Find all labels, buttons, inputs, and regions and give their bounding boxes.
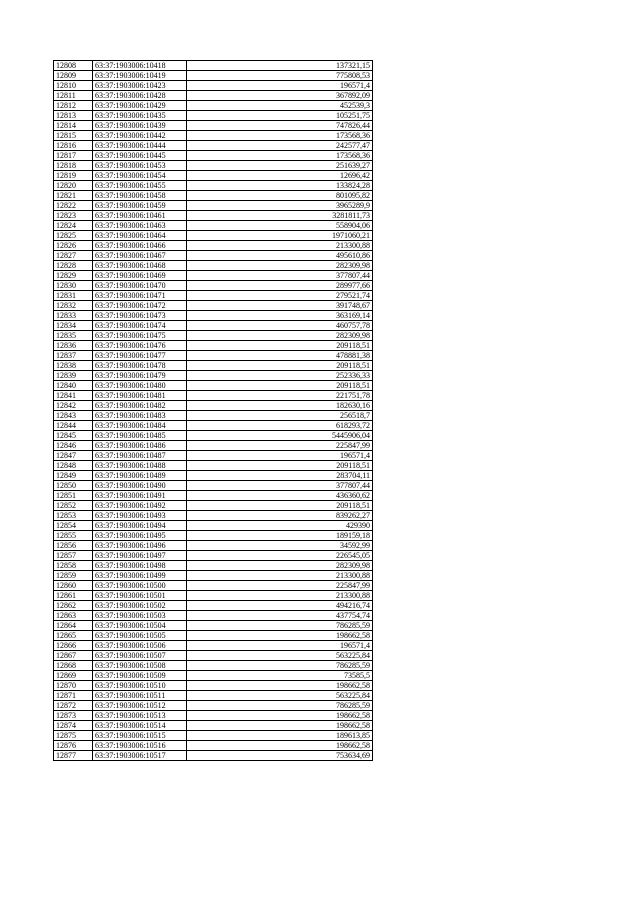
cadastral-number-cell: 63:37:1903006:10428 bbox=[93, 91, 187, 101]
row-number-cell: 12823 bbox=[54, 211, 93, 221]
row-number-cell: 12866 bbox=[54, 641, 93, 651]
value-cell: 618293,72 bbox=[187, 421, 373, 431]
row-number-cell: 12833 bbox=[54, 311, 93, 321]
cadastral-number-cell: 63:37:1903006:10469 bbox=[93, 271, 187, 281]
table-row bbox=[54, 271, 373, 281]
value-cell: 182630,16 bbox=[187, 401, 373, 411]
row-number-cell: 12817 bbox=[54, 151, 93, 161]
table-row bbox=[54, 391, 373, 401]
row-number-cell: 12854 bbox=[54, 521, 93, 531]
row-number-cell: 12875 bbox=[54, 731, 93, 741]
cadastral-number-cell: 63:37:1903006:10494 bbox=[93, 521, 187, 531]
value-cell: 209118,51 bbox=[187, 461, 373, 471]
value-cell: 563225,84 bbox=[187, 691, 373, 701]
cadastral-number-cell: 63:37:1903006:10444 bbox=[93, 141, 187, 151]
cadastral-number-cell: 63:37:1903006:10477 bbox=[93, 351, 187, 361]
row-number-cell: 12828 bbox=[54, 261, 93, 271]
row-number-cell: 12857 bbox=[54, 551, 93, 561]
row-number-cell: 12830 bbox=[54, 281, 93, 291]
row-number-cell: 12865 bbox=[54, 631, 93, 641]
cadastral-number-cell: 63:37:1903006:10511 bbox=[93, 691, 187, 701]
table-row bbox=[54, 471, 373, 481]
cadastral-number-cell: 63:37:1903006:10487 bbox=[93, 451, 187, 461]
table-row bbox=[54, 381, 373, 391]
cadastral-number-cell: 63:37:1903006:10491 bbox=[93, 491, 187, 501]
value-cell: 452539,3 bbox=[187, 101, 373, 111]
value-cell: 213300,88 bbox=[187, 571, 373, 581]
value-cell: 137321,15 bbox=[187, 61, 373, 71]
cadastral-number-cell: 63:37:1903006:10429 bbox=[93, 101, 187, 111]
cadastral-number-cell: 63:37:1903006:10495 bbox=[93, 531, 187, 541]
cadastral-number-cell: 63:37:1903006:10485 bbox=[93, 431, 187, 441]
cadastral-number-cell: 63:37:1903006:10464 bbox=[93, 231, 187, 241]
table-row bbox=[54, 741, 373, 751]
row-number-cell: 12861 bbox=[54, 591, 93, 601]
value-cell: 839262,27 bbox=[187, 511, 373, 521]
cadastral-number-cell: 63:37:1903006:10478 bbox=[93, 361, 187, 371]
row-number-cell: 12818 bbox=[54, 161, 93, 171]
table-row bbox=[54, 501, 373, 511]
row-number-cell: 12831 bbox=[54, 291, 93, 301]
table-row bbox=[54, 371, 373, 381]
cadastral-number-cell: 63:37:1903006:10481 bbox=[93, 391, 187, 401]
row-number-cell: 12868 bbox=[54, 661, 93, 671]
row-number-cell: 12829 bbox=[54, 271, 93, 281]
cadastral-number-cell: 63:37:1903006:10439 bbox=[93, 121, 187, 131]
table-row bbox=[54, 461, 373, 471]
table-row bbox=[54, 491, 373, 501]
value-cell: 105251,75 bbox=[187, 111, 373, 121]
row-number-cell: 12838 bbox=[54, 361, 93, 371]
value-cell: 198662,58 bbox=[187, 631, 373, 641]
value-cell: 242577,47 bbox=[187, 141, 373, 151]
row-number-cell: 12859 bbox=[54, 571, 93, 581]
row-number-cell: 12849 bbox=[54, 471, 93, 481]
table-row bbox=[54, 431, 373, 441]
table-row bbox=[54, 331, 373, 341]
row-number-cell: 12815 bbox=[54, 131, 93, 141]
value-cell: 3965289,9 bbox=[187, 201, 373, 211]
value-cell: 225847,99 bbox=[187, 581, 373, 591]
value-cell: 173568,36 bbox=[187, 151, 373, 161]
value-cell: 563225,84 bbox=[187, 651, 373, 661]
table-row bbox=[54, 411, 373, 421]
row-number-cell: 12870 bbox=[54, 681, 93, 691]
table-row bbox=[54, 71, 373, 81]
value-cell: 747826,44 bbox=[187, 121, 373, 131]
row-number-cell: 12841 bbox=[54, 391, 93, 401]
table-row bbox=[54, 551, 373, 561]
cadastral-value-table bbox=[53, 60, 373, 761]
row-number-cell: 12844 bbox=[54, 421, 93, 431]
table-row bbox=[54, 111, 373, 121]
table-row bbox=[54, 521, 373, 531]
cadastral-number-cell: 63:37:1903006:10423 bbox=[93, 81, 187, 91]
table-row bbox=[54, 611, 373, 621]
row-number-cell: 12808 bbox=[54, 61, 93, 71]
cadastral-number-cell: 63:37:1903006:10509 bbox=[93, 671, 187, 681]
value-cell: 429390 bbox=[187, 521, 373, 531]
row-number-cell: 12840 bbox=[54, 381, 93, 391]
row-number-cell: 12858 bbox=[54, 561, 93, 571]
row-number-cell: 12825 bbox=[54, 231, 93, 241]
cadastral-number-cell: 63:37:1903006:10514 bbox=[93, 721, 187, 731]
row-number-cell: 12816 bbox=[54, 141, 93, 151]
table-row bbox=[54, 61, 373, 71]
cadastral-number-cell: 63:37:1903006:10473 bbox=[93, 311, 187, 321]
row-number-cell: 12824 bbox=[54, 221, 93, 231]
row-number-cell: 12842 bbox=[54, 401, 93, 411]
table-row bbox=[54, 511, 373, 521]
row-number-cell: 12872 bbox=[54, 701, 93, 711]
row-number-cell: 12834 bbox=[54, 321, 93, 331]
row-number-cell: 12876 bbox=[54, 741, 93, 751]
cadastral-number-cell: 63:37:1903006:10502 bbox=[93, 601, 187, 611]
cadastral-number-cell: 63:37:1903006:10475 bbox=[93, 331, 187, 341]
table-row bbox=[54, 641, 373, 651]
table-row bbox=[54, 451, 373, 461]
cadastral-number-cell: 63:37:1903006:10476 bbox=[93, 341, 187, 351]
table-row bbox=[54, 201, 373, 211]
row-number-cell: 12810 bbox=[54, 81, 93, 91]
value-cell: 495610,86 bbox=[187, 251, 373, 261]
row-number-cell: 12812 bbox=[54, 101, 93, 111]
cadastral-number-cell: 63:37:1903006:10517 bbox=[93, 751, 187, 761]
value-cell: 437754,74 bbox=[187, 611, 373, 621]
value-cell: 282309,98 bbox=[187, 261, 373, 271]
cadastral-number-cell: 63:37:1903006:10442 bbox=[93, 131, 187, 141]
cadastral-number-cell: 63:37:1903006:10510 bbox=[93, 681, 187, 691]
table-row bbox=[54, 691, 373, 701]
cadastral-number-cell: 63:37:1903006:10455 bbox=[93, 181, 187, 191]
row-number-cell: 12847 bbox=[54, 451, 93, 461]
table-row bbox=[54, 251, 373, 261]
value-cell: 209118,51 bbox=[187, 341, 373, 351]
table-row bbox=[54, 631, 373, 641]
value-cell: 367892,09 bbox=[187, 91, 373, 101]
cadastral-number-cell: 63:37:1903006:10492 bbox=[93, 501, 187, 511]
row-number-cell: 12873 bbox=[54, 711, 93, 721]
row-number-cell: 12846 bbox=[54, 441, 93, 451]
cadastral-number-cell: 63:37:1903006:10501 bbox=[93, 591, 187, 601]
value-cell: 73585,5 bbox=[187, 671, 373, 681]
value-cell: 391748,67 bbox=[187, 301, 373, 311]
row-number-cell: 12845 bbox=[54, 431, 93, 441]
cadastral-number-cell: 63:37:1903006:10461 bbox=[93, 211, 187, 221]
cadastral-number-cell: 63:37:1903006:10503 bbox=[93, 611, 187, 621]
table-row bbox=[54, 581, 373, 591]
cadastral-number-cell: 63:37:1903006:10459 bbox=[93, 201, 187, 211]
table-row bbox=[54, 351, 373, 361]
value-cell: 198662,58 bbox=[187, 721, 373, 731]
value-cell: 251639,27 bbox=[187, 161, 373, 171]
cadastral-number-cell: 63:37:1903006:10516 bbox=[93, 741, 187, 751]
row-number-cell: 12874 bbox=[54, 721, 93, 731]
cadastral-number-cell: 63:37:1903006:10504 bbox=[93, 621, 187, 631]
table-row bbox=[54, 531, 373, 541]
table-row bbox=[54, 441, 373, 451]
value-cell: 494216,74 bbox=[187, 601, 373, 611]
cadastral-number-cell: 63:37:1903006:10489 bbox=[93, 471, 187, 481]
row-number-cell: 12811 bbox=[54, 91, 93, 101]
value-cell: 786285,59 bbox=[187, 621, 373, 631]
value-cell: 12696,42 bbox=[187, 171, 373, 181]
cadastral-number-cell: 63:37:1903006:10458 bbox=[93, 191, 187, 201]
row-number-cell: 12863 bbox=[54, 611, 93, 621]
value-cell: 786285,59 bbox=[187, 701, 373, 711]
cadastral-number-cell: 63:37:1903006:10453 bbox=[93, 161, 187, 171]
value-cell: 189159,18 bbox=[187, 531, 373, 541]
row-number-cell: 12855 bbox=[54, 531, 93, 541]
value-cell: 256518,7 bbox=[187, 411, 373, 421]
value-cell: 5445906,04 bbox=[187, 431, 373, 441]
row-number-cell: 12814 bbox=[54, 121, 93, 131]
cadastral-number-cell: 63:37:1903006:10513 bbox=[93, 711, 187, 721]
table-row bbox=[54, 161, 373, 171]
cadastral-number-cell: 63:37:1903006:10515 bbox=[93, 731, 187, 741]
table-row bbox=[54, 211, 373, 221]
value-cell: 282309,98 bbox=[187, 331, 373, 341]
cadastral-number-cell: 63:37:1903006:10484 bbox=[93, 421, 187, 431]
table-row bbox=[54, 321, 373, 331]
value-cell: 198662,58 bbox=[187, 681, 373, 691]
table-row bbox=[54, 661, 373, 671]
value-cell: 221751,78 bbox=[187, 391, 373, 401]
cadastral-number-cell: 63:37:1903006:10419 bbox=[93, 71, 187, 81]
cadastral-number-cell: 63:37:1903006:10445 bbox=[93, 151, 187, 161]
cadastral-number-cell: 63:37:1903006:10470 bbox=[93, 281, 187, 291]
row-number-cell: 12864 bbox=[54, 621, 93, 631]
cadastral-number-cell: 63:37:1903006:10486 bbox=[93, 441, 187, 451]
value-cell: 460757,78 bbox=[187, 321, 373, 331]
table-row bbox=[54, 301, 373, 311]
table-row bbox=[54, 681, 373, 691]
row-number-cell: 12820 bbox=[54, 181, 93, 191]
cadastral-number-cell: 63:37:1903006:10479 bbox=[93, 371, 187, 381]
row-number-cell: 12869 bbox=[54, 671, 93, 681]
value-cell: 225847,99 bbox=[187, 441, 373, 451]
value-cell: 209118,51 bbox=[187, 501, 373, 511]
cadastral-number-cell: 63:37:1903006:10499 bbox=[93, 571, 187, 581]
value-cell: 3281811,73 bbox=[187, 211, 373, 221]
table-row bbox=[54, 261, 373, 271]
cadastral-number-cell: 63:37:1903006:10480 bbox=[93, 381, 187, 391]
value-cell: 289977,66 bbox=[187, 281, 373, 291]
table-row bbox=[54, 421, 373, 431]
row-number-cell: 12848 bbox=[54, 461, 93, 471]
row-number-cell: 12837 bbox=[54, 351, 93, 361]
table-row bbox=[54, 711, 373, 721]
table-row bbox=[54, 281, 373, 291]
value-cell: 1971060,21 bbox=[187, 231, 373, 241]
cadastral-number-cell: 63:37:1903006:10454 bbox=[93, 171, 187, 181]
table-row bbox=[54, 91, 373, 101]
table-row bbox=[54, 561, 373, 571]
row-number-cell: 12860 bbox=[54, 581, 93, 591]
cadastral-number-cell: 63:37:1903006:10490 bbox=[93, 481, 187, 491]
table-row bbox=[54, 481, 373, 491]
table-row bbox=[54, 181, 373, 191]
value-cell: 436360,62 bbox=[187, 491, 373, 501]
value-cell: 209118,51 bbox=[187, 361, 373, 371]
cadastral-number-cell: 63:37:1903006:10497 bbox=[93, 551, 187, 561]
cadastral-number-cell: 63:37:1903006:10468 bbox=[93, 261, 187, 271]
cadastral-number-cell: 63:37:1903006:10488 bbox=[93, 461, 187, 471]
cadastral-number-cell: 63:37:1903006:10512 bbox=[93, 701, 187, 711]
table-body bbox=[54, 61, 373, 761]
table-row bbox=[54, 171, 373, 181]
cadastral-number-cell: 63:37:1903006:10498 bbox=[93, 561, 187, 571]
table-row bbox=[54, 131, 373, 141]
row-number-cell: 12843 bbox=[54, 411, 93, 421]
table-row bbox=[54, 141, 373, 151]
row-number-cell: 12856 bbox=[54, 541, 93, 551]
value-cell: 196571,4 bbox=[187, 81, 373, 91]
row-number-cell: 12852 bbox=[54, 501, 93, 511]
value-cell: 252336,33 bbox=[187, 371, 373, 381]
value-cell: 377807,44 bbox=[187, 481, 373, 491]
row-number-cell: 12827 bbox=[54, 251, 93, 261]
table-row bbox=[54, 671, 373, 681]
cadastral-number-cell: 63:37:1903006:10418 bbox=[93, 61, 187, 71]
table-row bbox=[54, 621, 373, 631]
table-row bbox=[54, 751, 373, 761]
value-cell: 196571,4 bbox=[187, 641, 373, 651]
value-cell: 213300,88 bbox=[187, 241, 373, 251]
row-number-cell: 12835 bbox=[54, 331, 93, 341]
table-row bbox=[54, 101, 373, 111]
cadastral-number-cell: 63:37:1903006:10474 bbox=[93, 321, 187, 331]
value-cell: 198662,58 bbox=[187, 741, 373, 751]
value-cell: 198662,58 bbox=[187, 711, 373, 721]
value-cell: 753634,69 bbox=[187, 751, 373, 761]
table-row bbox=[54, 81, 373, 91]
cadastral-number-cell: 63:37:1903006:10508 bbox=[93, 661, 187, 671]
row-number-cell: 12867 bbox=[54, 651, 93, 661]
value-cell: 213300,88 bbox=[187, 591, 373, 601]
table-row bbox=[54, 221, 373, 231]
value-cell: 786285,59 bbox=[187, 661, 373, 671]
cadastral-number-cell: 63:37:1903006:10463 bbox=[93, 221, 187, 231]
cadastral-number-cell: 63:37:1903006:10472 bbox=[93, 301, 187, 311]
value-cell: 478881,38 bbox=[187, 351, 373, 361]
table-row bbox=[54, 341, 373, 351]
cadastral-number-cell: 63:37:1903006:10435 bbox=[93, 111, 187, 121]
cadastral-number-cell: 63:37:1903006:10471 bbox=[93, 291, 187, 301]
table-row bbox=[54, 401, 373, 411]
row-number-cell: 12836 bbox=[54, 341, 93, 351]
row-number-cell: 12822 bbox=[54, 201, 93, 211]
value-cell: 34592,99 bbox=[187, 541, 373, 551]
table-row bbox=[54, 231, 373, 241]
table-row bbox=[54, 721, 373, 731]
cadastral-number-cell: 63:37:1903006:10467 bbox=[93, 251, 187, 261]
table-row bbox=[54, 241, 373, 251]
table-row bbox=[54, 731, 373, 741]
cadastral-number-cell: 63:37:1903006:10500 bbox=[93, 581, 187, 591]
table-row bbox=[54, 591, 373, 601]
value-cell: 189613,85 bbox=[187, 731, 373, 741]
cadastral-number-cell: 63:37:1903006:10496 bbox=[93, 541, 187, 551]
table-row bbox=[54, 121, 373, 131]
row-number-cell: 12851 bbox=[54, 491, 93, 501]
value-cell: 801095,82 bbox=[187, 191, 373, 201]
row-number-cell: 12819 bbox=[54, 171, 93, 181]
table-row bbox=[54, 291, 373, 301]
cadastral-number-cell: 63:37:1903006:10505 bbox=[93, 631, 187, 641]
table-row bbox=[54, 311, 373, 321]
value-cell: 363169,14 bbox=[187, 311, 373, 321]
cadastral-number-cell: 63:37:1903006:10506 bbox=[93, 641, 187, 651]
table-row bbox=[54, 191, 373, 201]
value-cell: 209118,51 bbox=[187, 381, 373, 391]
value-cell: 279521,74 bbox=[187, 291, 373, 301]
row-number-cell: 12839 bbox=[54, 371, 93, 381]
table-row bbox=[54, 651, 373, 661]
value-cell: 282309,98 bbox=[187, 561, 373, 571]
table-row bbox=[54, 361, 373, 371]
value-cell: 775808,53 bbox=[187, 71, 373, 81]
cadastral-number-cell: 63:37:1903006:10507 bbox=[93, 651, 187, 661]
table-row bbox=[54, 571, 373, 581]
cadastral-number-cell: 63:37:1903006:10482 bbox=[93, 401, 187, 411]
row-number-cell: 12813 bbox=[54, 111, 93, 121]
row-number-cell: 12821 bbox=[54, 191, 93, 201]
value-cell: 283704,11 bbox=[187, 471, 373, 481]
table-row bbox=[54, 151, 373, 161]
row-number-cell: 12809 bbox=[54, 71, 93, 81]
row-number-cell: 12853 bbox=[54, 511, 93, 521]
value-cell: 558904,06 bbox=[187, 221, 373, 231]
table-row bbox=[54, 701, 373, 711]
value-cell: 173568,36 bbox=[187, 131, 373, 141]
table-row bbox=[54, 541, 373, 551]
row-number-cell: 12877 bbox=[54, 751, 93, 761]
cadastral-number-cell: 63:37:1903006:10483 bbox=[93, 411, 187, 421]
value-cell: 133824,28 bbox=[187, 181, 373, 191]
value-cell: 377807,44 bbox=[187, 271, 373, 281]
value-cell: 226545,05 bbox=[187, 551, 373, 561]
row-number-cell: 12826 bbox=[54, 241, 93, 251]
row-number-cell: 12850 bbox=[54, 481, 93, 491]
value-cell: 196571,4 bbox=[187, 451, 373, 461]
cadastral-number-cell: 63:37:1903006:10466 bbox=[93, 241, 187, 251]
row-number-cell: 12871 bbox=[54, 691, 93, 701]
table-row bbox=[54, 601, 373, 611]
cadastral-number-cell: 63:37:1903006:10493 bbox=[93, 511, 187, 521]
row-number-cell: 12832 bbox=[54, 301, 93, 311]
row-number-cell: 12862 bbox=[54, 601, 93, 611]
